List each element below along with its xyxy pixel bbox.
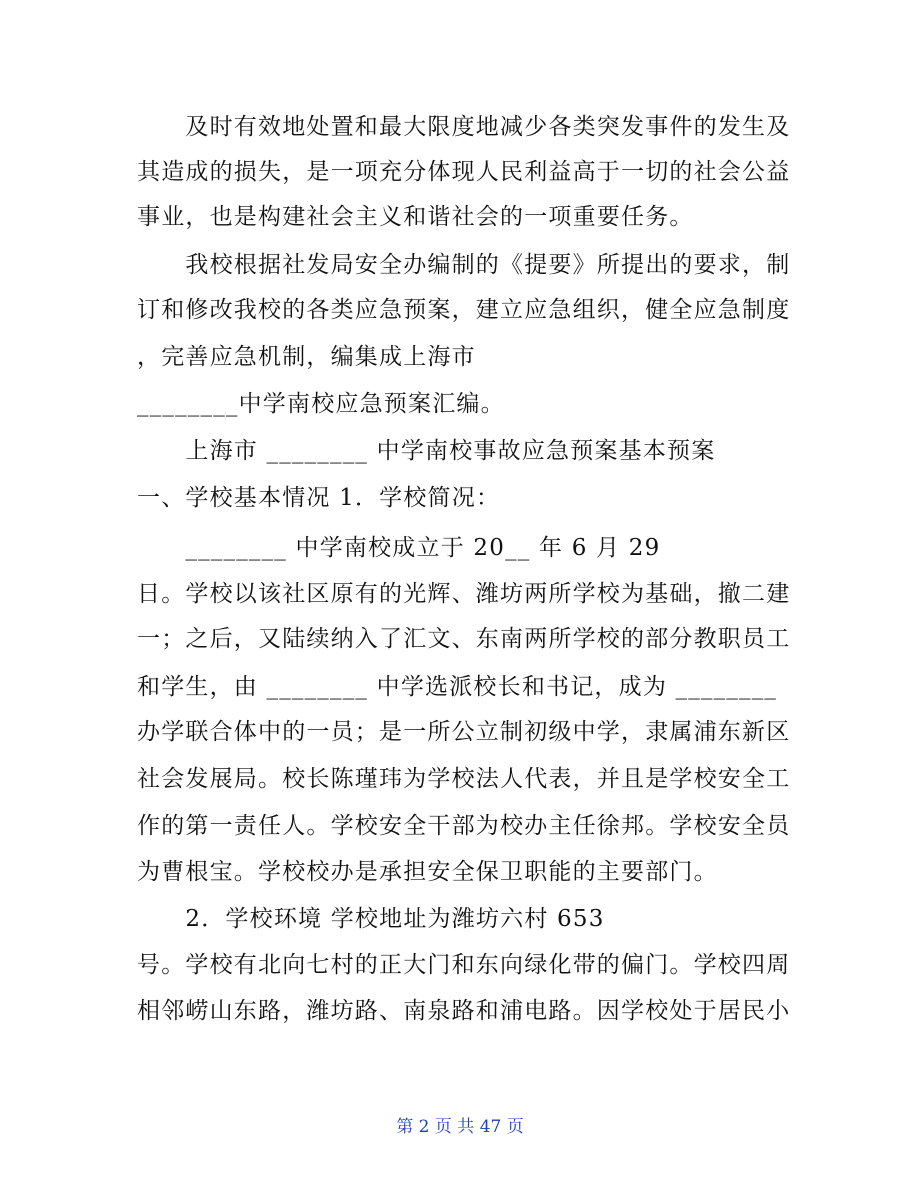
text-line: 和学生，由 ________ 中学选派校长和书记，成为 ________ bbox=[137, 674, 778, 700]
text-line: 上海市 ________ 中学南校事故应急预案基本预案 bbox=[137, 438, 716, 464]
text-line: 其造成的损失，是一项充分体现人民利益高于一切的社会公益 bbox=[137, 159, 791, 185]
text-line: 我校根据社发局安全办编制的《提要》所提出的要求，制 bbox=[137, 252, 791, 278]
text-line: ________中学南校应急预案汇编。 bbox=[137, 391, 505, 417]
text-line: 一；之后，又陆续纳入了汇文、东南两所学校的部分教职员工 bbox=[137, 626, 791, 652]
text-line: 作的第一责任人。学校安全干部为校办主任徐邦。学校安全员 bbox=[137, 813, 791, 839]
text-line: 号。学校有北向七村的正大门和东向绿化带的偏门。学校四周 bbox=[137, 952, 791, 978]
page-number-footer: 第 2 页 共 47 页 bbox=[396, 1117, 524, 1137]
text-line: 及时有效地处置和最大限度地减少各类突发事件的发生及 bbox=[137, 114, 791, 140]
text-line: 一、学校基本情况 1．学校简况： bbox=[137, 485, 501, 511]
text-line: 2．学校环境 学校地址为潍坊六村 653 bbox=[137, 906, 605, 932]
text-line: 订和修改我校的各类应急预案，建立应急组织，健全应急制度 bbox=[137, 297, 791, 323]
text-line: 为曹根宝。学校校办是承担安全保卫职能的主要部门。 bbox=[137, 859, 718, 885]
text-line: 相邻崂山东路，潍坊路、南泉路和浦电路。因学校处于居民小 bbox=[137, 998, 791, 1024]
text-line: 日。学校以该社区原有的光辉、潍坊两所学校为基础，撤二建 bbox=[137, 581, 791, 607]
text-line: ，完善应急机制，编集成上海市 bbox=[137, 344, 476, 370]
text-line: 办学联合体中的一员；是一所公立制初级中学，隶属浦东新区 bbox=[137, 719, 791, 745]
text-line: 社会发展局。校长陈瑾玮为学校法人代表，并且是学校安全工 bbox=[137, 766, 791, 792]
text-line: ________ 中学南校成立于 20__ 年 6 月 29 bbox=[137, 535, 661, 561]
text-line: 事业，也是构建社会主义和谐社会的一项重要任务。 bbox=[137, 204, 694, 230]
